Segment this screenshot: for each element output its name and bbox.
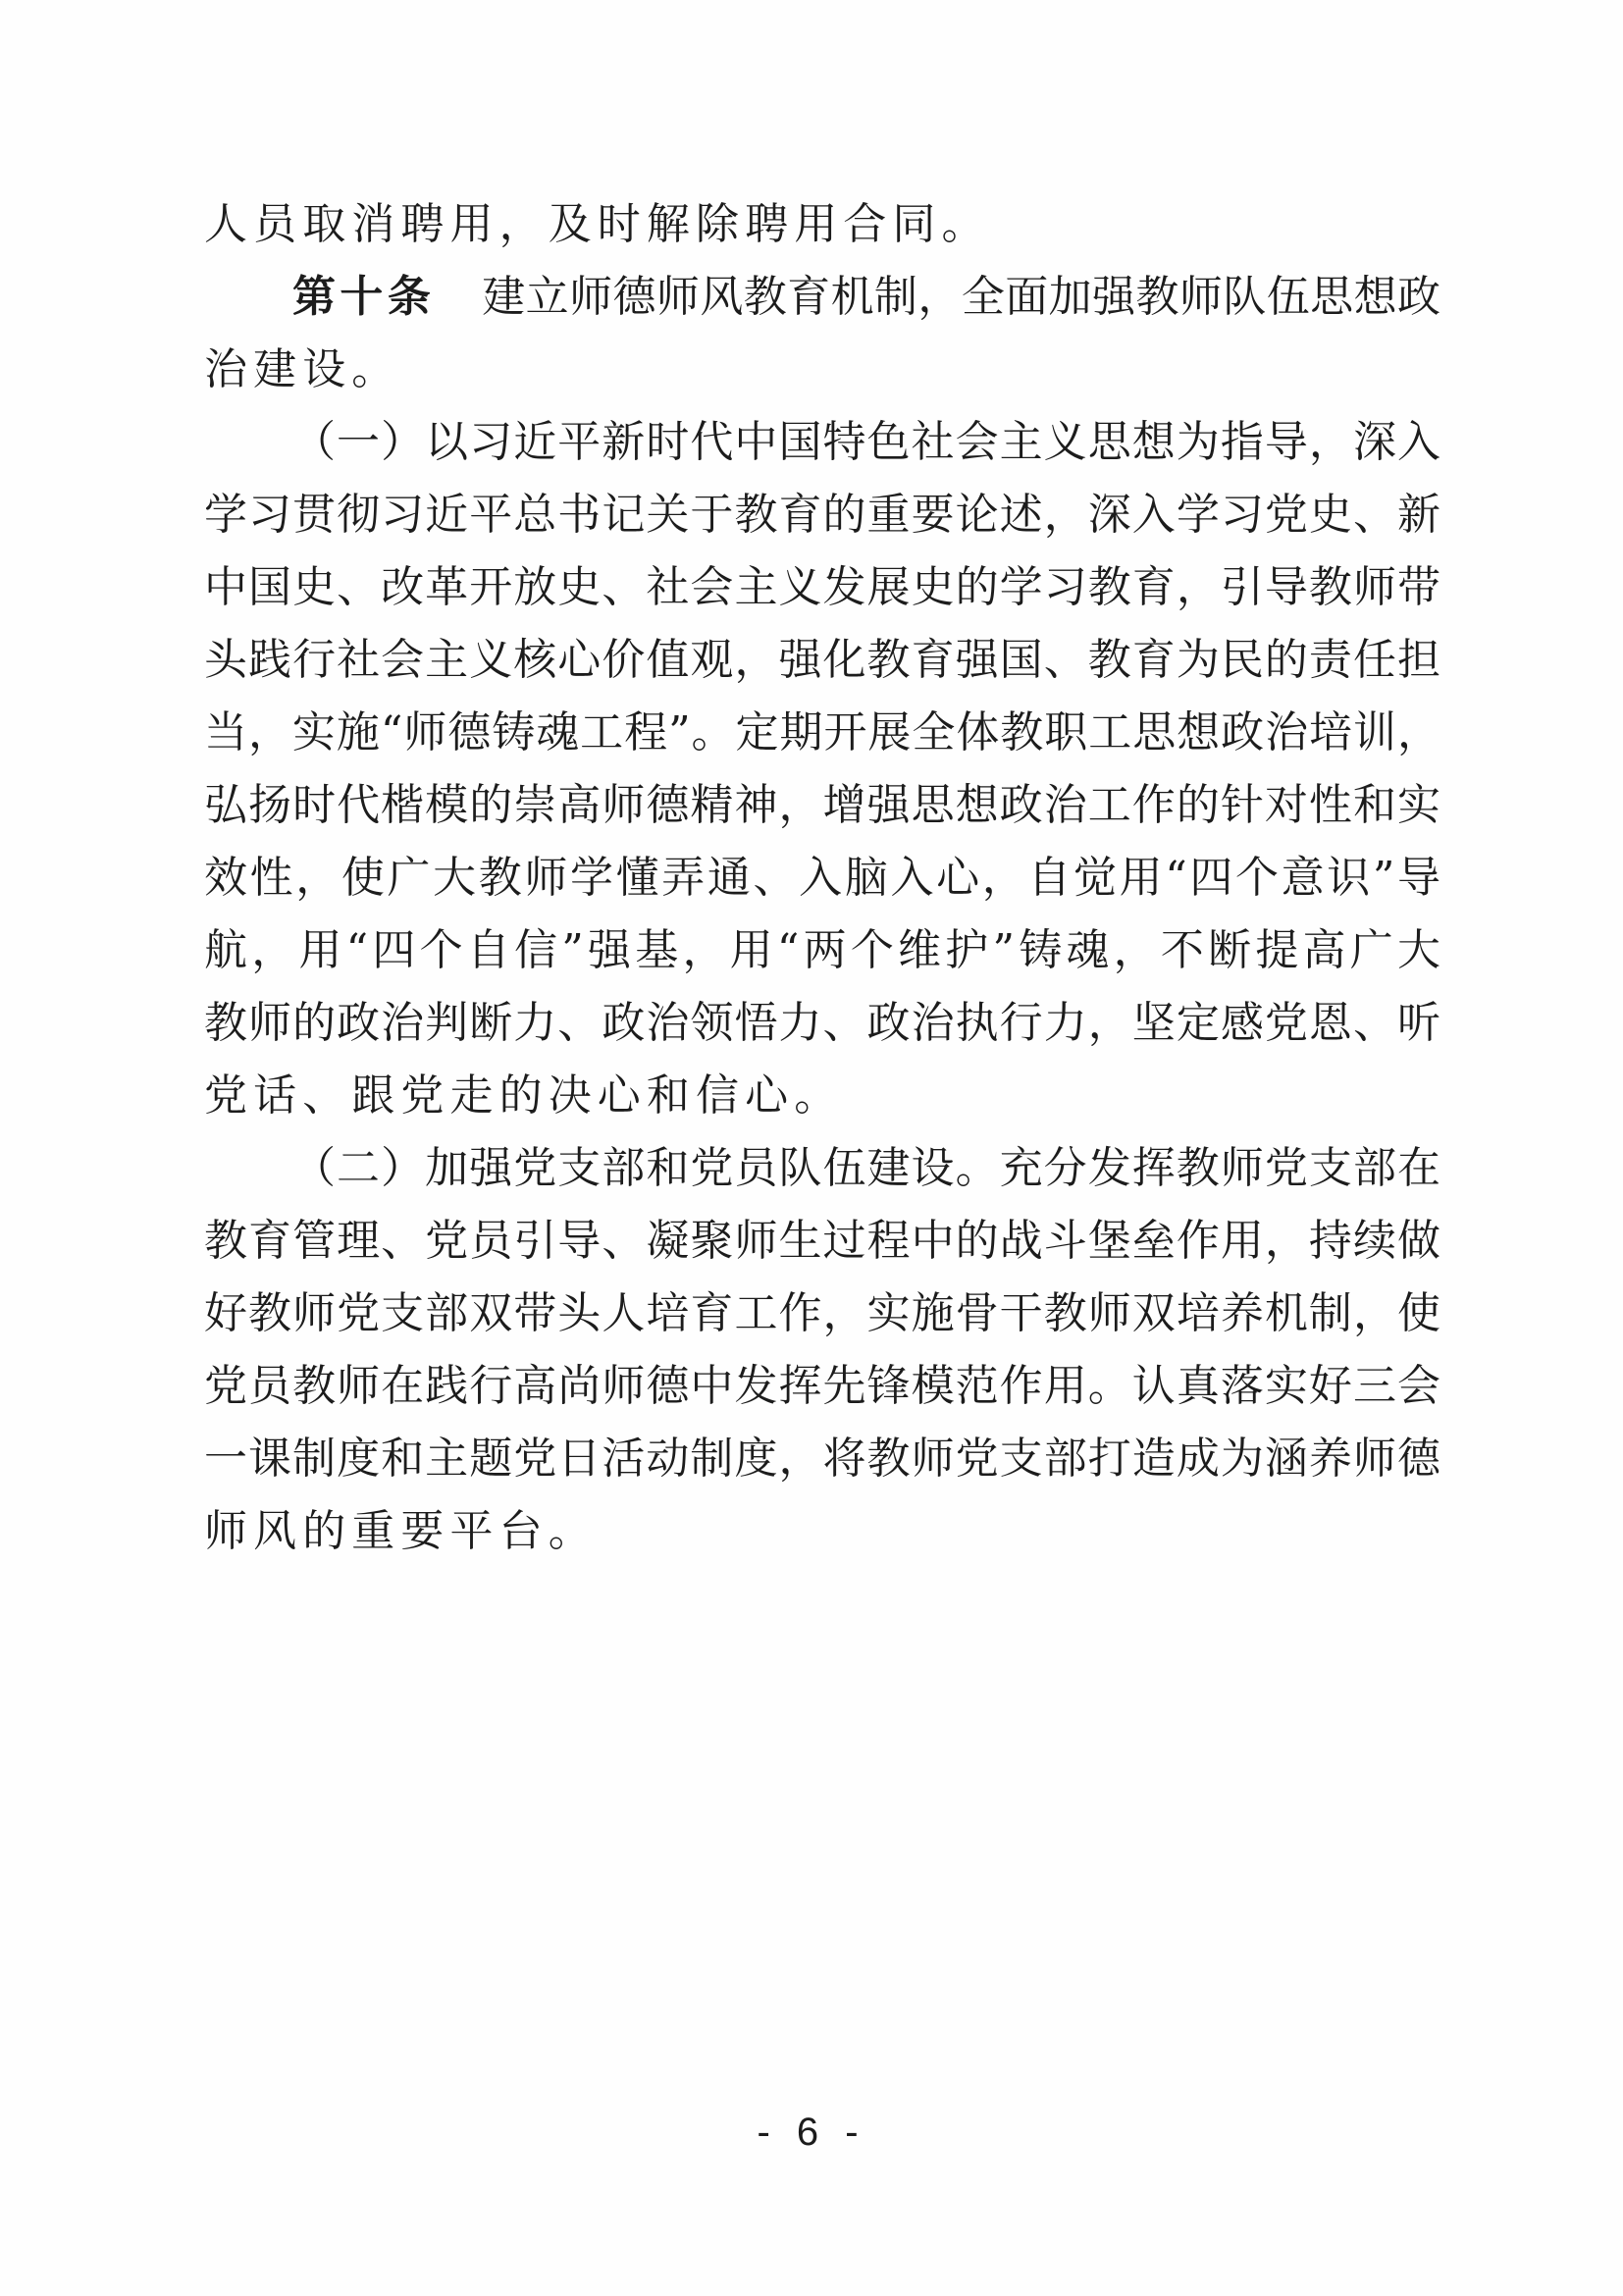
- paragraph-line: 效性，使广大教师学懂弄通、入脑入心，自觉用“四个意识”导: [204, 853, 1440, 903]
- paragraph-line: 教育管理、党员引导、凝聚师生过程中的战斗堡垒作用，持续做: [204, 1216, 1440, 1266]
- page-number: - 6 -: [757, 2111, 866, 2154]
- paragraph-line: 中国史、改革开放史、社会主义发展史的学习教育，引导教师带: [204, 562, 1440, 612]
- paragraph-line: 人员取消聘用，及时解除聘用合同。: [204, 199, 991, 249]
- paragraph-line: 党话、跟党走的决心和信心。: [204, 1070, 844, 1121]
- paragraph-line: 头践行社会主义核心价值观，强化教育强国、教育为民的责任担: [204, 635, 1440, 685]
- paragraph-line: 治建设。: [204, 344, 401, 394]
- paragraph-line: （二）加强党支部和党员队伍建设。充分发挥教师党支部在: [292, 1143, 1440, 1193]
- article-label: 第十条: [292, 272, 436, 322]
- article-heading-text: 建立师德师风教育机制，全面加强教师队伍思想政: [482, 272, 1440, 322]
- paragraph-line: 教师的政治判断力、政治领悟力、政治执行力，坚定感党恩、听: [204, 998, 1440, 1048]
- paragraph-line: 弘扬时代楷模的崇高师德精神，增强思想政治工作的针对性和实: [204, 780, 1440, 830]
- paragraph-line: 学习贯彻习近平总书记关于教育的重要论述，深入学习党史、新: [204, 490, 1440, 540]
- paragraph-line: 好教师党支部双带头人培育工作，实施骨干教师双培养机制，使: [204, 1288, 1440, 1338]
- paragraph-line: （一）以习近平新时代中国特色社会主义思想为指导，深入: [292, 417, 1440, 467]
- paragraph-line: 航，用“四个自信”强基，用“两个维护”铸魂，不断提高广大: [204, 925, 1440, 975]
- paragraph-line: 当，实施“师德铸魂工程”。定期开展全体教职工思想政治培训，: [204, 707, 1440, 757]
- paragraph-line: 师风的重要平台。: [204, 1506, 598, 1556]
- paragraph-line: 党员教师在践行高尚师德中发挥先锋模范作用。认真落实好三会: [204, 1361, 1440, 1411]
- paragraph-line: 一课制度和主题党日活动制度，将教师党支部打造成为涵养师德: [204, 1434, 1440, 1484]
